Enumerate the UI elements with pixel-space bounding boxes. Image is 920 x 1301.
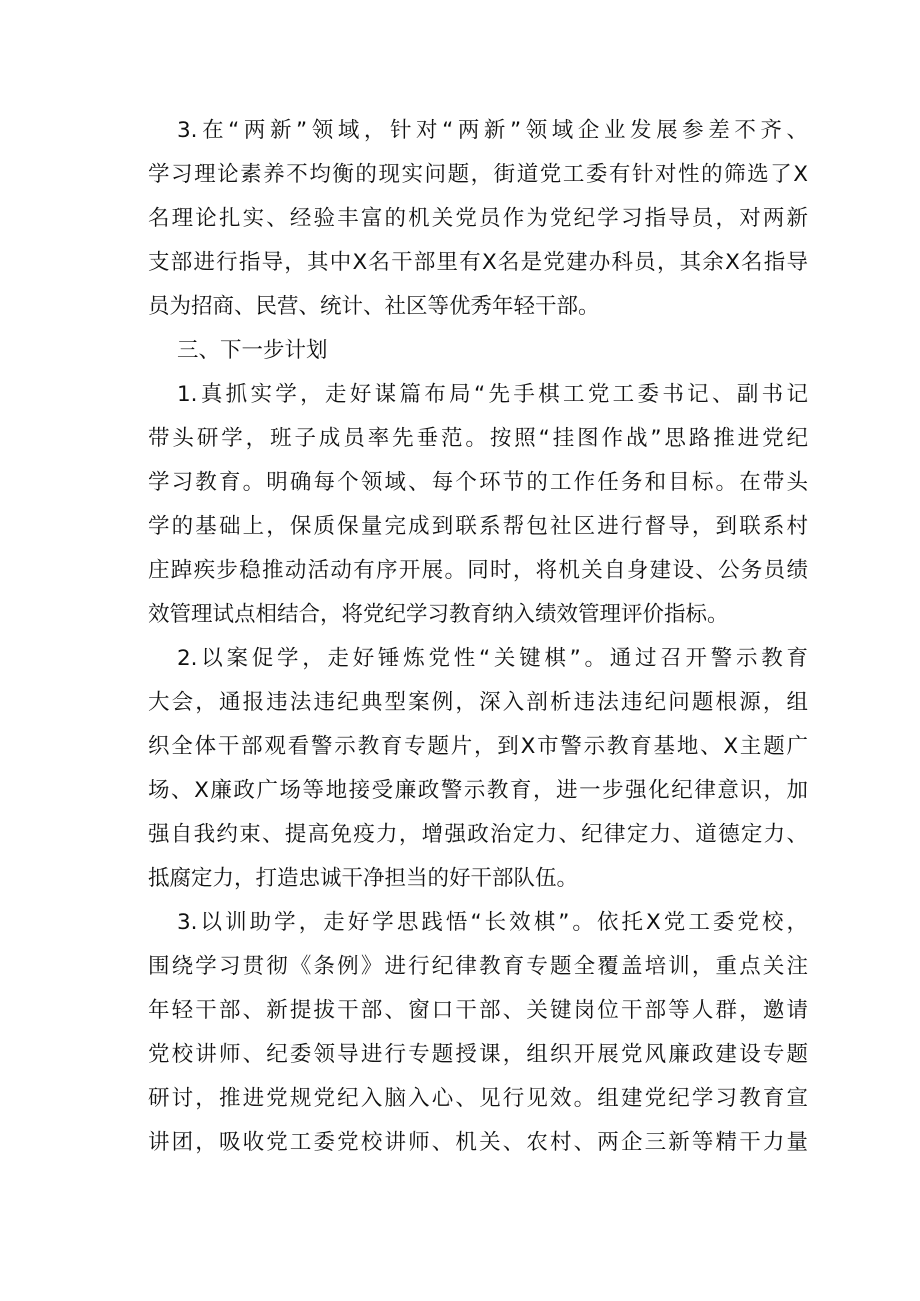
paragraph-plan-2-line-1: 2.以案促学，走好锤炼党性“关键棋”。通过召开警示教育: [177, 646, 808, 671]
paragraph-two-new-line-3: 名理论扎实、经验丰富的机关党员作为党纪学习指导员，对两新: [148, 206, 808, 231]
paragraph-two-new-line-1: 3.在“两新”领域，针对“两新”领域企业发展参差不齐、: [177, 118, 808, 143]
paragraph-plan-1-line-4: 学的基础上，保质保量完成到联系帮包社区进行督导，到联系村: [148, 514, 808, 539]
paragraph-plan-2-line-3: 织全体干部观看警示教育专题片，到X市警示教育基地、X主题广: [148, 734, 808, 759]
paragraph-plan-3-line-5: 研讨，推进党规党纪入脑入心、见行见效。组建党纪学习教育宣: [148, 1086, 808, 1111]
paragraph-plan-1-line-2: 带头研学，班子成员率先垂范。按照“挂图作战”思路推进党纪: [148, 426, 808, 451]
paragraph-plan-3-line-4: 党校讲师、纪委领导进行专题授课，组织开展党风廉政建设专题: [148, 1042, 808, 1067]
paragraph-plan-2-line-2: 大会，通报违法违纪典型案例，深入剖析违法违纪问题根源，组: [148, 690, 808, 715]
paragraph-plan-3-line-3: 年轻干部、新提拔干部、窗口干部、关键岗位干部等人群，邀请: [148, 998, 808, 1023]
paragraph-plan-2-line-5: 强自我约束、提高免疫力，增强政治定力、纪律定力、道德定力、: [148, 822, 808, 847]
paragraph-plan-3-line-1: 3.以训助学，走好学思践悟“长效棋”。依托X党工委党校，: [177, 910, 808, 935]
paragraph-plan-1-line-6: 效管理试点相结合，将党纪学习教育纳入绩效管理评价指标。: [148, 602, 729, 627]
paragraph-two-new-line-4: 支部进行指导，其中X名干部里有X名是党建办科员，其余X名指导: [148, 250, 808, 275]
paragraph-plan-2-line-6: 抵腐定力，打造忠诚干净担当的好干部队伍。: [148, 866, 579, 891]
paragraph-plan-3-line-6: 讲团，吸收党工委党校讲师、机关、农村、两企三新等精干力量: [148, 1130, 808, 1155]
document-body: [148, 115, 808, 1171]
paragraph-plan-2-line-4: 场、X廉政广场等地接受廉政警示教育，进一步强化纪律意识，加: [148, 778, 808, 803]
paragraph-plan-1-line-3: 学习教育。明确每个领域、每个环节的工作任务和目标。在带头: [148, 470, 808, 495]
paragraph-two-new-line-5: 员为招商、民营、统计、社区等优秀年轻干部。: [148, 294, 600, 319]
paragraph-two-new-line-2: 学习理论素养不均衡的现实问题，街道党工委有针对性的筛选了X: [148, 162, 808, 187]
paragraph-plan-1-line-1: 1.真抓实学，走好谋篇布局“先手棋工党工委书记、副书记: [177, 382, 808, 407]
paragraph-plan-1-line-5: 庄踔疾步稳推动活动有序开展。同时，将机关自身建设、公务员绩: [148, 558, 808, 583]
paragraph-plan-3-line-2: 围绕学习贯彻《条例》进行纪律教育专题全覆盖培训，重点关注: [148, 954, 808, 979]
section-heading-next-plan: 三、下一步计划: [177, 338, 328, 363]
